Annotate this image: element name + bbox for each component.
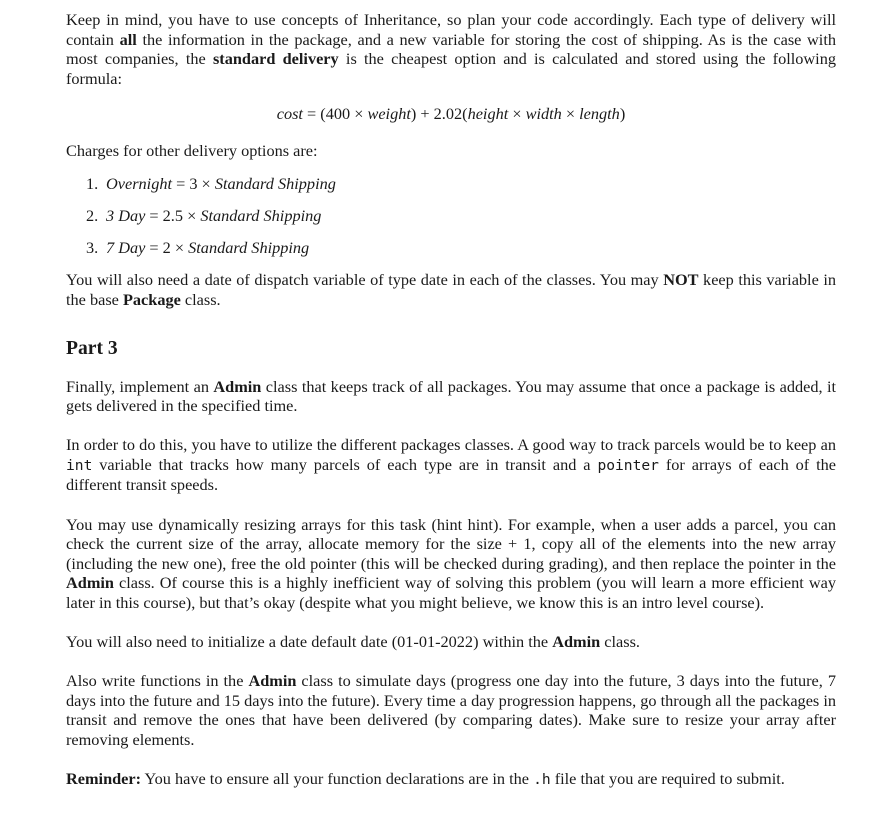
default-date-paragraph (66, 632, 836, 652)
dispatch-text-3: class. (180, 290, 221, 309)
charges-intro: Charges for other delivery options are: (66, 140, 318, 160)
admin-intro-paragraph (66, 377, 836, 416)
reminder-text-2: file that you are required to submit. (550, 769, 785, 788)
formula-cost: cost (276, 104, 303, 124)
document-page (66, 10, 836, 790)
intro-bold-standard-delivery: standard delivery (212, 49, 339, 69)
default-date-bold-admin: Admin (552, 632, 601, 652)
formula-width: width (525, 104, 562, 124)
reminder-code-h: .h (533, 771, 551, 788)
dispatch-paragraph (66, 270, 836, 309)
intro-text-2: the information in the package, and a new variable for storing the cost of shipping. As is the case with most companies, the (66, 29, 836, 69)
resizing-paragraph (66, 515, 836, 613)
admin-intro-text-2: class that keeps track of all packages. You may assume that once a package is added, it gets delivered in the specified time. (66, 376, 836, 416)
list-item (86, 238, 836, 258)
delivery-option-multiplier: = 2.5 × (145, 205, 201, 225)
formula-eq: = (400 × (302, 104, 368, 124)
reminder-text-1: You have to ensure all your function declarations are in the (141, 769, 534, 788)
list-item (86, 174, 836, 194)
cost-formula (66, 104, 836, 124)
formula-length: length (579, 104, 620, 124)
dispatch-text-2: keep this variable in the base (66, 270, 837, 309)
delivery-option-base: Standard Shipping (200, 205, 322, 225)
list-item-number: 3. (86, 238, 99, 258)
tracking-code-int: int (66, 456, 93, 474)
list-item-number: 2. (86, 205, 99, 225)
formula-times-1: × (508, 104, 526, 124)
resizing-text-2: class. Of course this is a highly inefficient way of solving this problem (you will learn a more efficient way later in this course), but that’s okay (despite what you might believe, we know this is an intro level course). (66, 573, 836, 612)
tracking-code-pointer: pointer (597, 456, 659, 474)
intro-text-1: Keep in mind, you have to use concepts of Inheritance, so plan your code accordingly. Each type of delivery will contain (66, 10, 836, 49)
admin-intro-text-1: Finally, implement an (66, 376, 214, 396)
default-date-text-1: You will also need to initialize a date default date (01-01-2022) within the (66, 632, 553, 652)
reminder-label: Reminder: (66, 769, 142, 788)
formula-height: height (467, 104, 509, 124)
reminder-paragraph (66, 769, 836, 790)
delivery-option-base: Standard Shipping (188, 238, 310, 258)
delivery-option-multiplier: = 3 × (172, 173, 215, 193)
formula-mid: ) + 2.02( (410, 104, 468, 124)
delivery-option-base: Standard Shipping (214, 173, 336, 193)
formula-end: ) (619, 104, 626, 124)
tracking-paragraph (66, 435, 836, 495)
intro-paragraph (66, 10, 836, 88)
intro-bold-all: all (119, 29, 137, 49)
tracking-text-2: variable that tracks how many parcels of each type are in transit and a (92, 454, 598, 474)
dispatch-bold-package: Package (122, 290, 181, 309)
simulate-paragraph (66, 671, 836, 749)
simulate-text-2: class to simulate days (progress one day into the future, 3 days into the future, 7 days into the future and 15 days into the future). Every time a day progression happens, go through all the packages in transit and remove the ones that have been delivered (by comparing dates). Make sure to resize your array after removing elements. (66, 671, 836, 749)
default-date-text-2: class. (600, 632, 640, 652)
delivery-option-name: 7 Day (106, 238, 146, 258)
delivery-option-name: Overnight (106, 173, 173, 193)
tracking-text-3: for arrays of each of the different transit speeds. (66, 454, 837, 495)
list-item (86, 206, 836, 226)
delivery-option-multiplier: = 2 × (145, 238, 189, 258)
tracking-text-1: In order to do this, you have to utilize the different packages classes. A good way to track parcels would be to keep an (66, 435, 836, 455)
delivery-option-name: 3 Day (106, 205, 146, 225)
simulate-text-1: Also write functions in the (66, 671, 249, 691)
intro-text-3: is the cheapest option and is calculated and stored using the following formula: (66, 49, 836, 88)
formula-times-2: × (561, 104, 580, 124)
dispatch-bold-not: NOT (663, 270, 699, 290)
formula-weight: weight (367, 104, 411, 124)
part-3-heading: Part 3 (66, 337, 118, 359)
delivery-options-list (66, 174, 836, 258)
resizing-bold-admin: Admin (66, 573, 114, 593)
dispatch-text-1: You will also need a date of dispatch variable of type date in each of the classes. You may (66, 270, 664, 290)
simulate-bold-admin: Admin (248, 671, 297, 691)
admin-intro-bold-admin: Admin (213, 376, 262, 396)
list-item-number: 1. (86, 173, 99, 193)
resizing-text-1: You may use dynamically resizing arrays for this task (hint hint). For example, when a user adds a parcel, you can check the current size of the array, allocate memory for the size + 1, copy all of the elements into the new array (including the new one), free the old pointer (this will be checked during grading), and then replace the pointer in the (66, 514, 836, 573)
